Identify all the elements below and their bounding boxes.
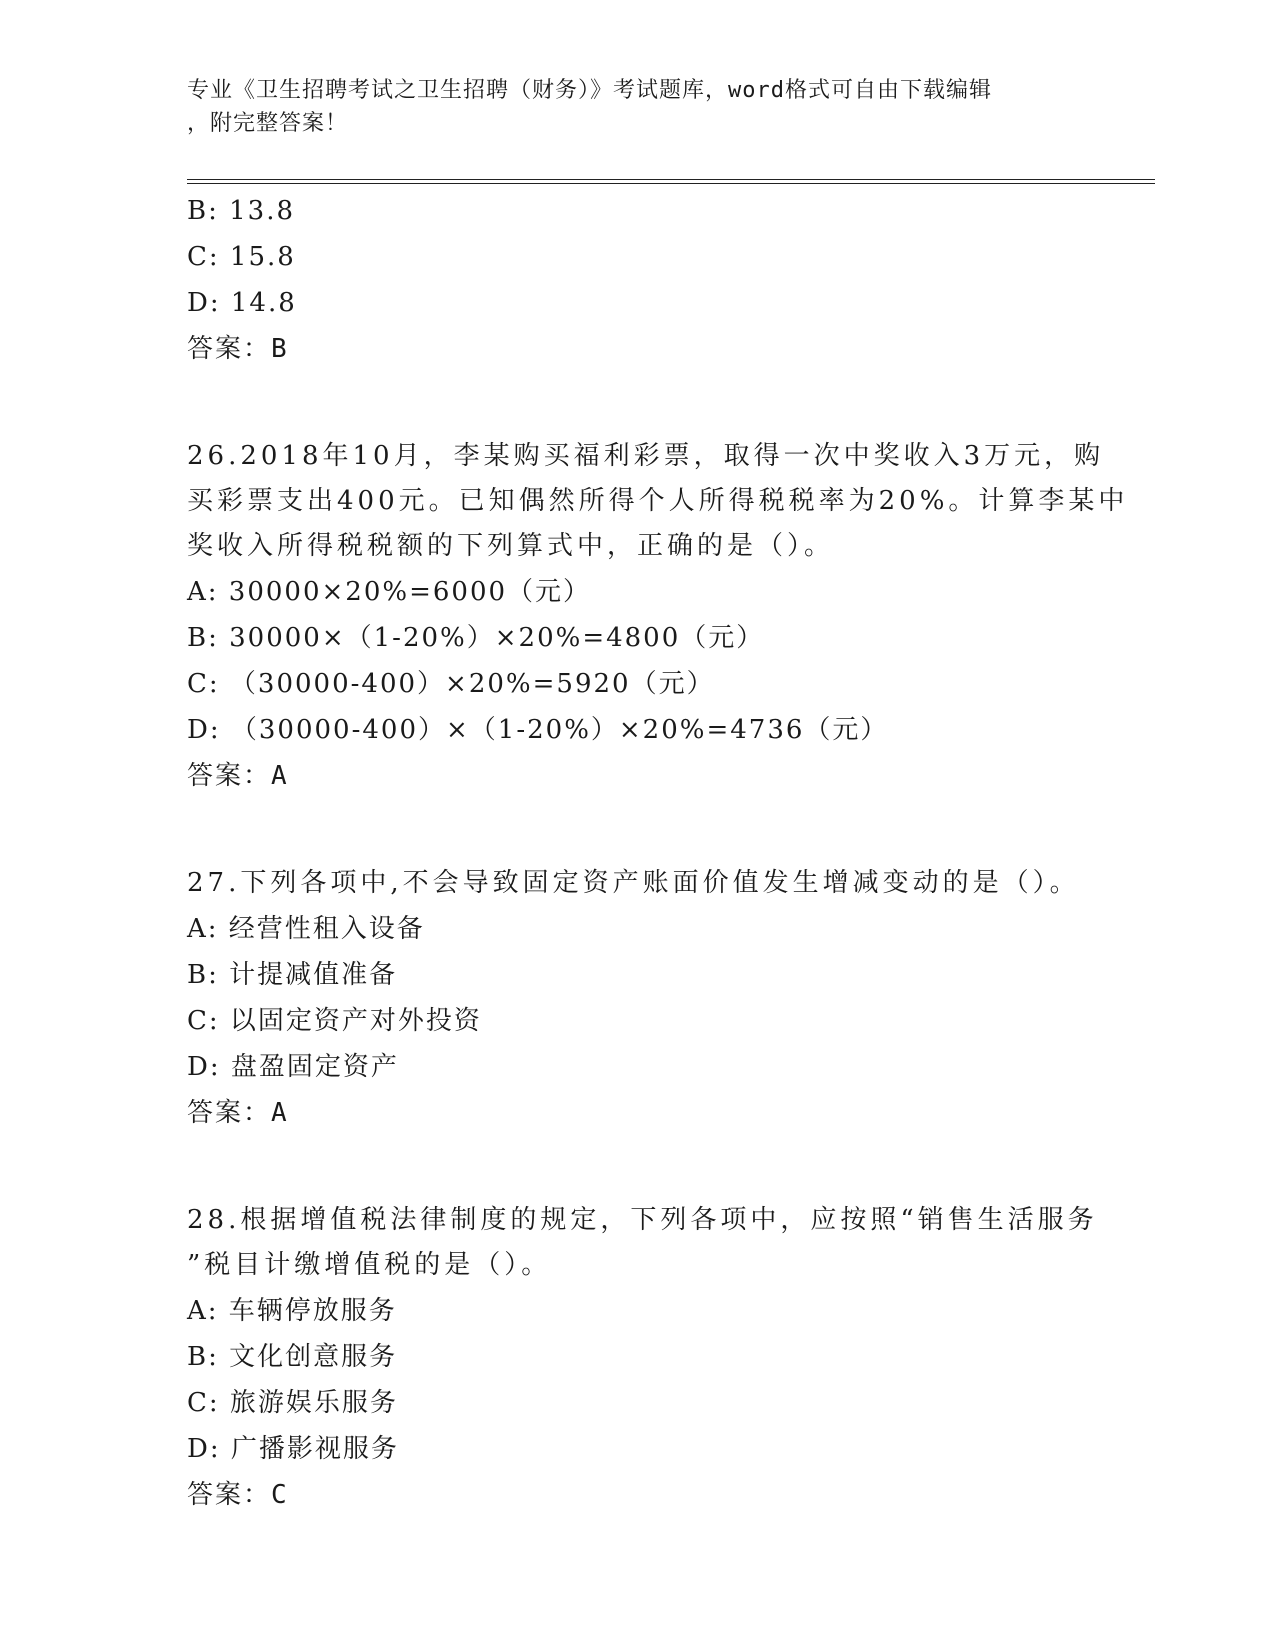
- option-c: C: 15.8: [187, 242, 296, 272]
- option-d: D: （30000-400）×（1-20%）×20%=4736（元）: [187, 715, 889, 745]
- question-28: [187, 1198, 1098, 1518]
- option-d: D: 盘盈固定资产: [187, 1052, 399, 1082]
- question-stem-line: 买彩票支出400元。已知偶然所得个人所得税税率为20%。计算李某中: [187, 486, 1129, 516]
- header-line-1: 专业《卫生招聘考试之卫生招聘（财务）》考试题库，word格式可自由下载编辑: [187, 78, 992, 103]
- option-a: A: 经营性租入设备: [187, 914, 425, 944]
- question-stem-line: 27.下列各项中,不会导致固定资产账面价值发生增减变动的是（）。: [187, 868, 1080, 898]
- header-divider-top: [187, 179, 1155, 180]
- question-stem-line: 28.根据增值税法律制度的规定，下列各项中，应按照“销售生活服务: [187, 1205, 1098, 1235]
- spacer: [187, 1136, 1087, 1198]
- option-a: A: 车辆停放服务: [187, 1296, 397, 1326]
- answer: 答案：A: [187, 761, 289, 791]
- option-b: B: 文化创意服务: [187, 1342, 398, 1372]
- answer: 答案：C: [187, 1480, 289, 1510]
- option-d: D: 14.8: [187, 288, 297, 318]
- option-a: A: 30000×20%=6000（元）: [187, 577, 592, 607]
- option-b: B: 计提减值准备: [187, 960, 398, 990]
- document-header: [187, 74, 1067, 140]
- question-25: [187, 188, 1087, 372]
- spacer: [187, 799, 1087, 861]
- option-c: C: （30000-400）×20%=5920（元）: [187, 669, 715, 699]
- option-d: D: 广播影视服务: [187, 1434, 399, 1464]
- question-stem-line: 26.2018年10月，李某购买福利彩票，取得一次中奖收入3万元，购: [187, 441, 1105, 471]
- header-divider-bottom: [187, 183, 1155, 184]
- option-c: C: 旅游娱乐服务: [187, 1388, 398, 1418]
- header-line-2: ，附完整答案！: [187, 111, 349, 136]
- option-c: C: 以固定资产对外投资: [187, 1006, 482, 1036]
- question-27: [187, 861, 1087, 1136]
- option-b: B: 13.8: [187, 196, 296, 226]
- question-stem-line: ”税目计缴增值税的是（）。: [187, 1250, 552, 1280]
- question-26: [187, 434, 1129, 799]
- option-b: B: 30000×（1-20%）×20%=4800（元）: [187, 623, 765, 653]
- answer: 答案：B: [187, 334, 289, 364]
- spacer: [187, 372, 1087, 434]
- question-list: [187, 188, 1129, 1518]
- answer: 答案：A: [187, 1098, 289, 1128]
- question-stem-line: 奖收入所得税税额的下列算式中，正确的是（）。: [187, 531, 835, 561]
